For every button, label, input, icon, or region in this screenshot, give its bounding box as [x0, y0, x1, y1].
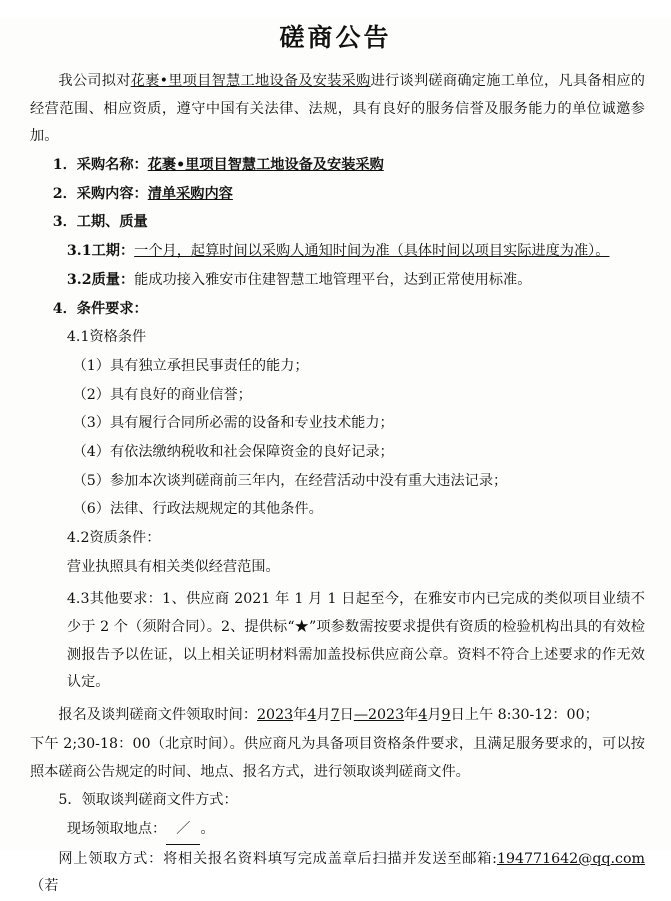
section-4-2-no: 4.2 — [66, 530, 90, 546]
day-unit-1: 日 — [339, 707, 354, 724]
item-4-label: 条件要求： — [76, 300, 148, 317]
item-1-value: 花裹•里项目智慧工地设备及安装采购 — [147, 157, 384, 174]
section-4-3 — [67, 586, 645, 697]
registration-dash: — — [353, 707, 368, 724]
month-unit-2: 月 — [427, 707, 442, 724]
registration-time-pm-line — [30, 731, 645, 786]
registration-year-2: 2023 — [368, 707, 405, 724]
section-4-1-no: 4.1 — [66, 329, 90, 346]
item-3-label: 工期、质量 — [76, 214, 148, 231]
section-4-2-text: 营业执照具有相关类似经营范围。 — [66, 558, 280, 575]
item-4-no: 4． — [52, 300, 77, 317]
year-unit-2: 年 — [404, 707, 419, 724]
item-1 — [53, 152, 645, 180]
list-item: （6）法律、行政法规规定的其他条件。 — [72, 501, 323, 518]
item-2-no: 2． — [52, 185, 77, 202]
registration-tail: 供应商凡为具备项目资格条件要求，且满足服务要求的，可以按照本磋商公告规定的时间、地点、报名方式，进行领取谈判磋商文件。 — [30, 735, 645, 780]
document-body — [0, 68, 671, 901]
onsite-pickup — [67, 816, 645, 845]
intro-paragraph: 我公司拟对花裹•里项目智慧工地设备及安装采购进行谈判磋商确定施工单位，凡具备相应的经营范围、相应资质，遵守中国有关法律、法规，具有良好的服务信誉及服务能力的单位诚邀参加。 — [30, 73, 645, 145]
item-5-label: 领取谈判磋商文件方式： — [81, 792, 238, 809]
list-item: （1）具有独立承担民事责任的能力； — [72, 357, 309, 374]
document-page — [0, 18, 671, 895]
registration-year-1: 2023 — [257, 707, 294, 724]
page-title: 磋商公告 — [279, 23, 392, 52]
section-4-2 — [67, 525, 645, 553]
section-4-2-label: 资质条件： — [89, 530, 161, 546]
onsite-label: 现场领取地点： — [66, 820, 167, 837]
registration-time-pm: 下午 2;30-18：00（北京时间）。 — [30, 735, 244, 752]
intro-project-name: 花裹•里项目智慧工地设备及安装采购 — [130, 73, 371, 89]
list-item: （2）具有良好的商业信誉； — [72, 386, 252, 403]
registration-day-1: 7 — [330, 707, 340, 724]
section-4-1-label: 资格条件 — [89, 329, 147, 346]
registration-time-am: 日上午 8:30-12：00； — [450, 707, 599, 724]
item-4 — [53, 296, 645, 324]
item-3-2-no: 3.2 — [66, 271, 92, 288]
onsite-value: ／ — [166, 816, 200, 845]
item-3-1 — [67, 238, 645, 266]
item-2-value: 清单采购内容 — [147, 185, 233, 202]
online-text-after: （若 — [30, 878, 59, 895]
online-label: 网上领取方式： — [58, 850, 164, 867]
online-text-before: 将相关报名资料填写完成盖章后扫描并发送至邮箱: — [163, 850, 497, 867]
item-1-label: 采购名称： — [76, 157, 148, 174]
item-3-no: 3． — [52, 214, 77, 231]
item-2-label: 采购内容： — [76, 185, 148, 202]
section-4-3-no: 4.3 — [66, 591, 90, 608]
item-1-no: 1． — [52, 157, 77, 174]
list-item: （5）参加本次谈判磋商前三年内，在经营活动中没有重大违法记录； — [72, 472, 508, 489]
month-unit-1: 月 — [316, 707, 331, 724]
item-2 — [53, 181, 645, 209]
registration-time — [30, 702, 645, 730]
list-item: （4）有依法缴纳税收和社会保障资金的良好记录； — [72, 443, 394, 460]
item-3-1-value: 一个月，起算时间以采购人通知时间为准（具体时间以项目实际进度为准）。 — [134, 243, 610, 260]
registration-month-2: 4 — [418, 707, 428, 724]
online-pickup — [30, 846, 645, 901]
registration-day-2: 9 — [441, 707, 451, 724]
section-4-1 — [67, 324, 645, 352]
item-3-2-label: 质量： — [91, 271, 135, 288]
year-unit-1: 年 — [293, 707, 308, 724]
onsite-suffix: 。 — [200, 820, 215, 837]
item-3-1-label: 工期： — [91, 243, 135, 260]
list-item: （3）具有履行合同所必需的设备和专业技术能力； — [72, 415, 394, 432]
item-5 — [30, 787, 645, 815]
section-4-3-text: 1、供应商 2021 年 1 月 1 日起至今，在雅安市内已完成的类似项目业绩不少于 2 个（须附合同）。2、提供标“★”项参数需按要求提供有资质的检验机构出具的有效检测报告予以佐证，以上相关证明材料需加盖投标供应商公章。资料不符合上述要求的作无效认定。 — [66, 591, 645, 691]
item-3-2-value: 能成功接入雅安市住建智慧工地管理平台，达到正常使用标准。 — [134, 271, 532, 288]
item-3-2 — [67, 267, 645, 295]
item-5-no: 5． — [58, 792, 82, 809]
item-3 — [53, 209, 645, 237]
registration-prefix: 报名及谈判磋商文件领取时间： — [58, 707, 258, 724]
contact-email[interactable]: 194771642@qq.com — [496, 850, 645, 867]
item-3-1-no: 3.1 — [66, 243, 92, 260]
registration-month-1: 4 — [307, 707, 317, 724]
section-4-3-label: 其他要求： — [89, 591, 163, 608]
